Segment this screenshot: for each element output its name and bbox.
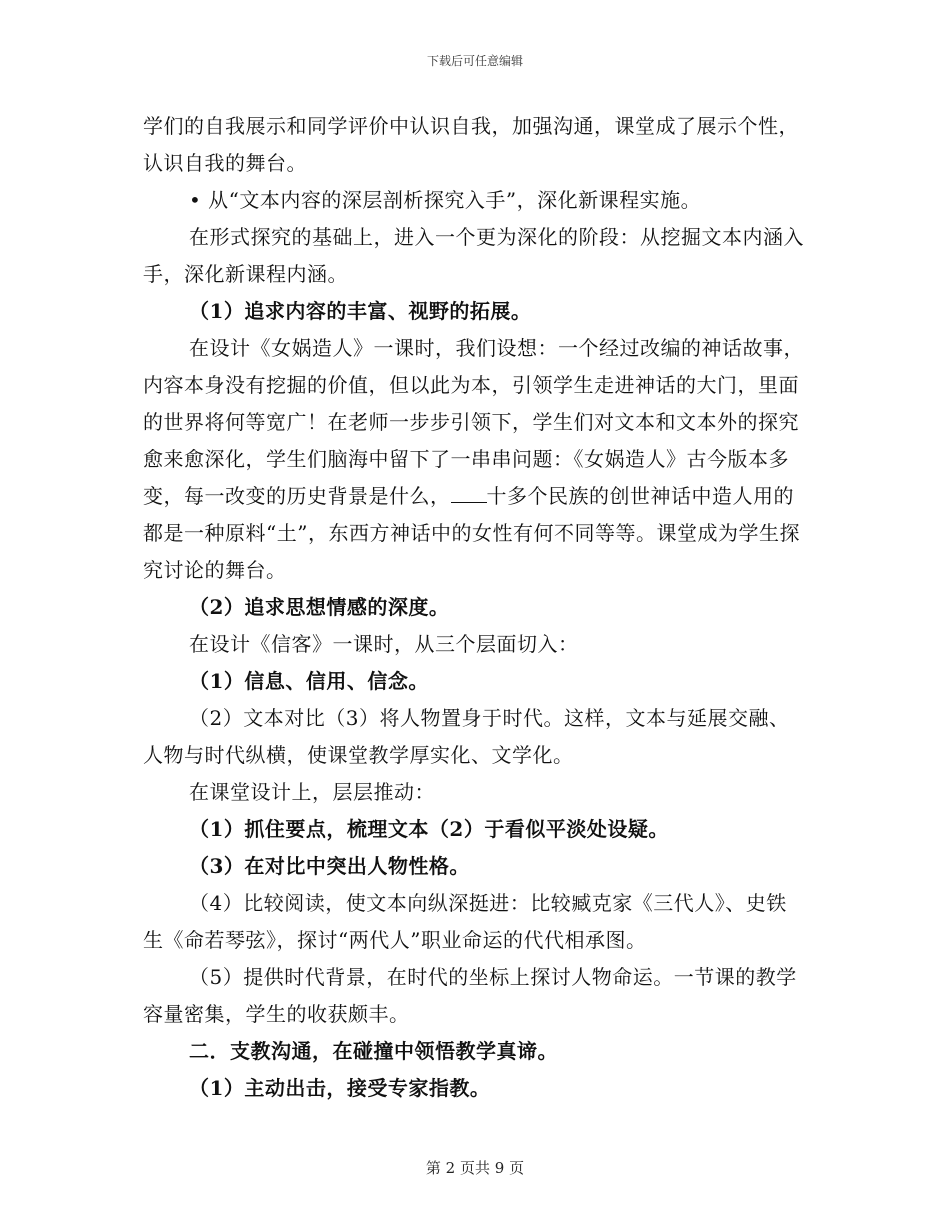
paragraph-text: （1）信息、信用、信念。 xyxy=(189,669,429,693)
paragraph-text: （2）文本对比（3）将人物置身于时代。这样，文本与延展交融、人物与时代纵横，使课堂教学厚实化、文学化。 xyxy=(143,706,790,767)
paragraph-text: 在形式探究的基础上，进入一个更为深化的阶段：从挖掘文本内涵入手，深化新课程内涵。 xyxy=(143,225,804,286)
paragraph xyxy=(143,1033,807,1070)
paragraph xyxy=(143,663,807,700)
paragraph-text: 二．支教沟通，在碰撞中领悟教学真谛。 xyxy=(189,1039,558,1063)
paragraph xyxy=(143,885,807,959)
page-header: 下载后可任意编辑 xyxy=(426,54,523,68)
paragraph xyxy=(143,589,807,626)
paragraph-text: （1）抓住要点，梳理文本（2）于看似平淡处设疑。 xyxy=(189,817,669,841)
paragraph xyxy=(143,182,807,219)
paragraph xyxy=(143,811,807,848)
paragraph-text: （2）追求思想情感的深度。 xyxy=(189,595,450,619)
paragraph xyxy=(143,700,807,774)
fill-blank xyxy=(451,484,487,503)
paragraph xyxy=(143,959,807,1033)
paragraph-text: （4）比较阅读，使文本向纵深挺进：比较臧克家《三代人》、史铁生《命若琴弦》，探讨“两代人”职业命运的代代相承图。 xyxy=(143,891,787,952)
paragraph-text: 在设计《女娲造人》一课时，我们设想：一个经过改编的神话故事，内容本身没有挖掘的价值，但以此为本，引领学生走进神话的大门，里面的世界将何等宽广！在老师一步步引领下，学生们对文本和文本外的探究愈来愈深化，学生们脑海中留下了一串串问题：《女娲造人》古今版本多变，每一改变的历史背景是什么， xyxy=(143,336,804,508)
paragraph-text: 学们的自我展示和同学评价中认识自我，加强沟通，课堂成了展示个性，认识自我的舞台。 xyxy=(143,114,799,175)
paragraph xyxy=(143,848,807,885)
paragraph-text: （5）提供时代背景，在时代的坐标上探讨人物命运。一节课的教学容量密集，学生的收获颇丰。 xyxy=(143,965,797,1026)
document-body xyxy=(143,108,807,1107)
paragraph-text: （1）主动出击，接受专家指教。 xyxy=(189,1076,491,1100)
paragraph xyxy=(143,774,807,811)
paragraph-text: （1）追求内容的丰富、视野的拓展。 xyxy=(189,299,532,323)
paragraph-text: 在设计《信客》一课时，从三个层面切入： xyxy=(189,632,579,656)
paragraph xyxy=(143,108,807,182)
paragraph-text: （3）在对比中突出人物性格。 xyxy=(189,854,470,878)
paragraph xyxy=(143,330,807,589)
paragraph xyxy=(143,626,807,663)
paragraph xyxy=(143,1070,807,1107)
paragraph-text-tail: 十多个民族的创世神话中造人用的都是一种原料“土”，东西方神话中的女性有何不同等等。课堂成为学生探究讨论的舞台。 xyxy=(143,484,800,582)
paragraph xyxy=(143,293,807,330)
page-footer: 第 2 页共 9 页 xyxy=(425,1159,525,1177)
paragraph-text: • 从“文本内容的深层剖析探究入手”，深化新课程实施。 xyxy=(189,188,702,212)
paragraph-text: 在课堂设计上，层层推动： xyxy=(189,780,435,804)
paragraph xyxy=(143,219,807,293)
